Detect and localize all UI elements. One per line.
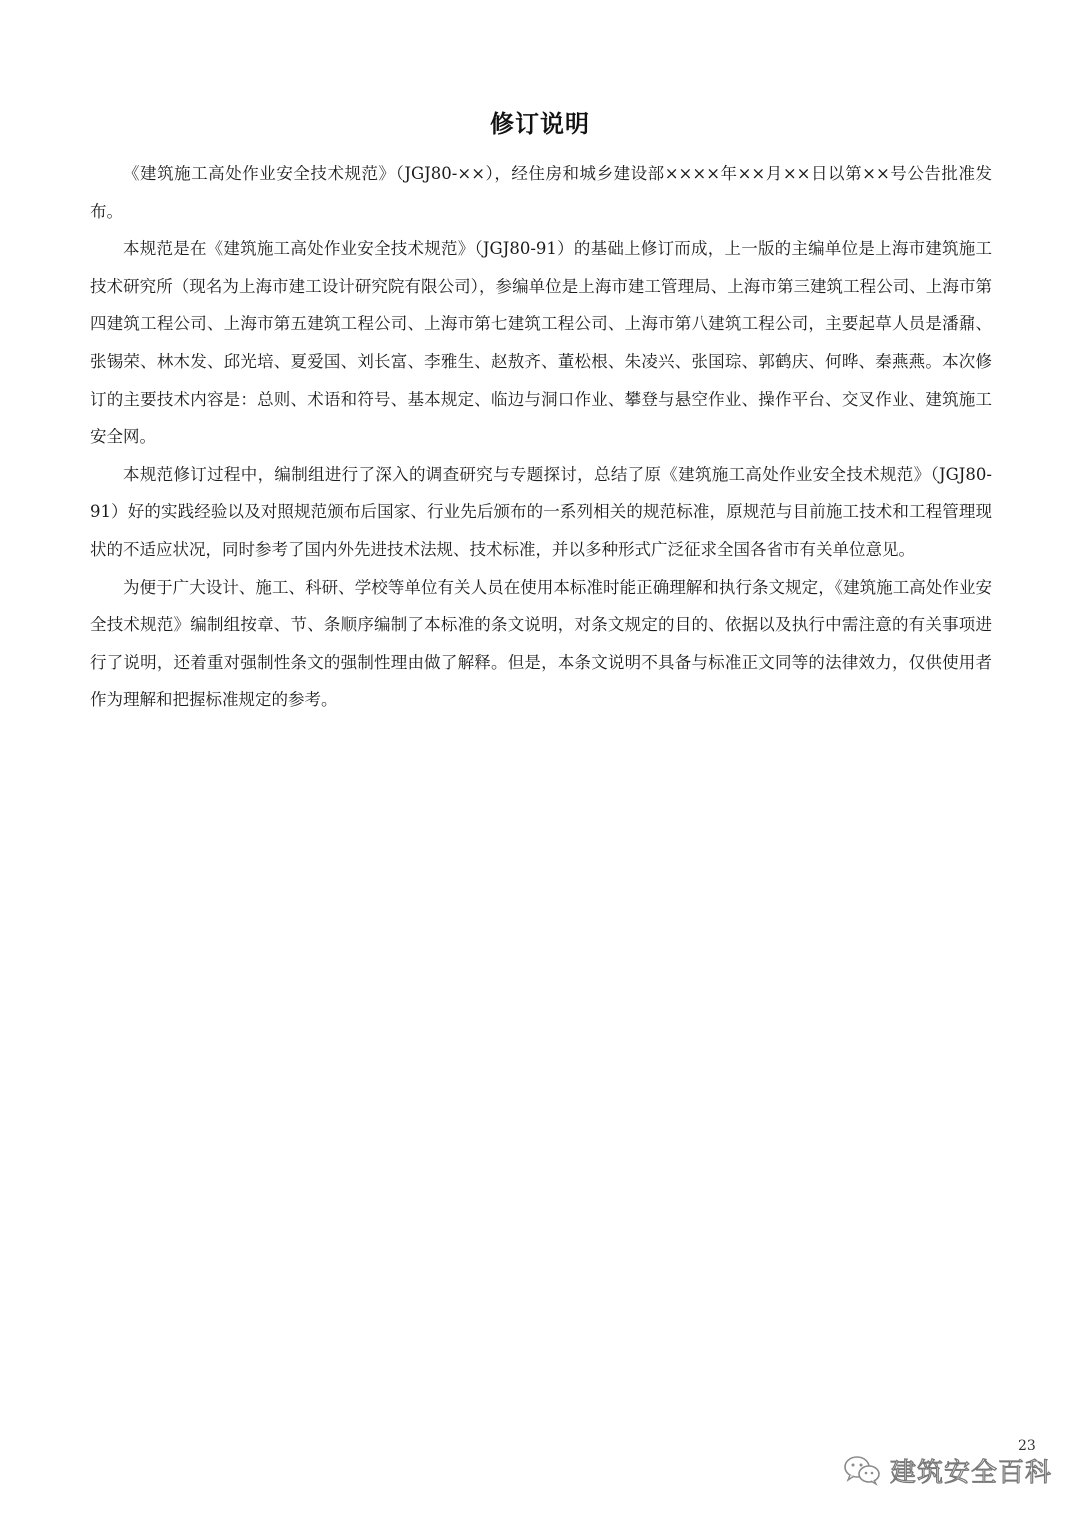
- page-title: 修订说明: [490, 110, 590, 138]
- wechat-icon: [842, 1454, 882, 1486]
- paragraph: 为便于广大设计、施工、科研、学校等单位有关人员在使用本标准时能正确理解和执行条文规定，《建筑施工高处作业安全技术规范》编制组按章、节、条顺序编制了本标准的条文说明，对条文规定的目的、依据以及执行中需注意的有关事项进行了说明，还着重对强制性条文的强制性理由做了解释。但是，本条文说明不具备与标准正文同等的法律效力，仅供使用者作为理解和把握标准规定的参考。: [90, 577, 992, 710]
- watermark-text: 建筑安全百科: [890, 1457, 1053, 1488]
- paragraph: 本规范修订过程中，编制组进行了深入的调查研究与专题探讨，总结了原《建筑施工高处作业安全技术规范》（JGJ80-91）好的实践经验以及对照规范颁布后国家、行业先后颁布的一系列相关的规范标准，原规范与目前施工技术和工程管理现状的不适应状况，同时参考了国内外先进技术法规、技术标准，并以多种形式广泛征求全国各省市有关单位意见。: [90, 464, 992, 559]
- document-body: [90, 155, 992, 719]
- watermark: [842, 1450, 1052, 1490]
- paragraph: 《建筑施工高处作业安全技术规范》（JGJ80-××），经住房和城乡建设部××××年××月××日以第××号公告批准发布。: [90, 164, 992, 221]
- paragraph: 本规范是在《建筑施工高处作业安全技术规范》（JGJ80-91）的基础上修订而成，上一版的主编单位是上海市建筑施工技术研究所（现名为上海市建工设计研究院有限公司），参编单位是上海市建工管理局、上海市第三建筑工程公司、上海市第四建筑工程公司、上海市第五建筑工程公司、上海市第七建筑工程公司、上海市第八建筑工程公司，主要起草人员是潘鼐、张锡荣、林木发、邱光培、夏爱国、刘长富、李雅生、赵敖齐、董松根、朱凌兴、张国琮、郭鹤庆、何晔、秦燕燕。本次修订的主要技术内容是：总则、术语和符号、基本规定、临边与洞口作业、攀登与悬空作业、操作平台、交叉作业、建筑施工安全网。: [90, 239, 992, 447]
- page-number: 23: [1018, 1438, 1036, 1454]
